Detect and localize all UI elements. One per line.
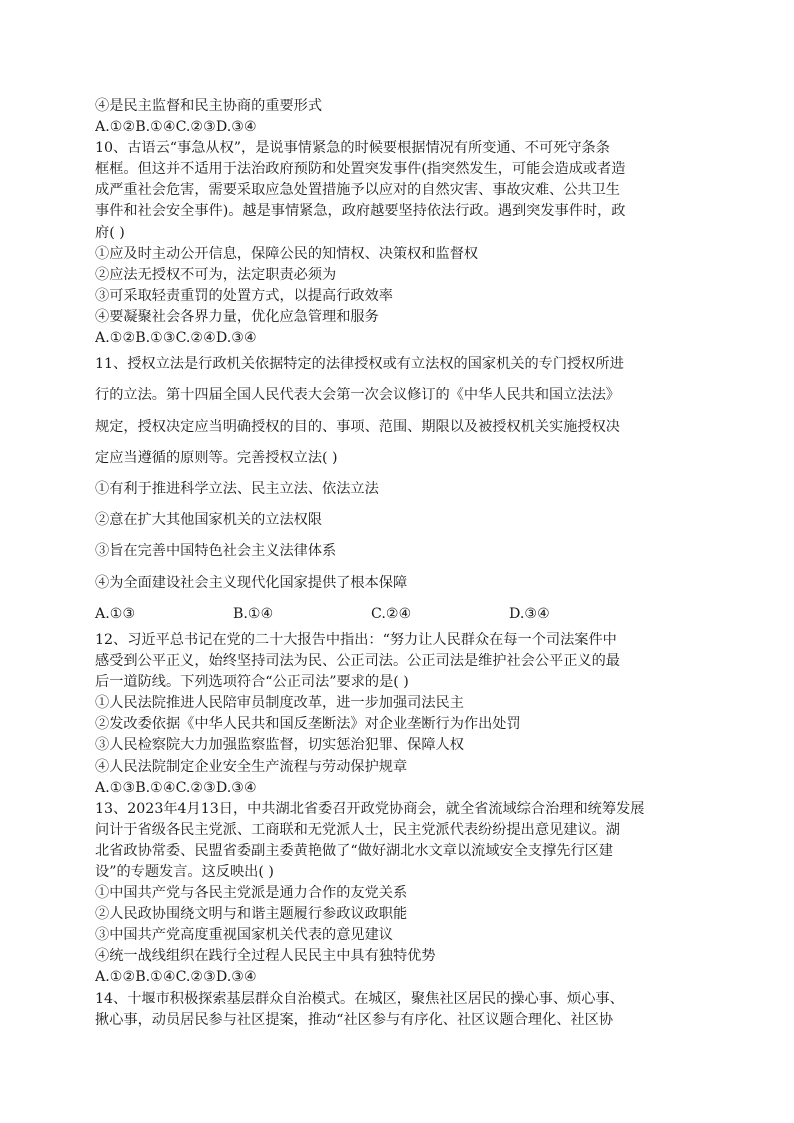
q12-stem-line: 12、习近平总书记在党的二十大报告中指出：“努力让人民群众在每一个司法案件中 <box>95 631 617 648</box>
q9-line: ④是民主监督和民主协商的重要形式 <box>95 98 323 114</box>
q13-stem-line: 问计于省级各民主党派、工商联和无党派人士，民主党派代表纷纷提出意见建议。湖 <box>95 821 620 838</box>
q10-stem-line: 10、古语云“事急从权”，是说事情紧急的时候要根据情况有所变通、不可死守条条 <box>95 140 610 157</box>
q10-stem-line: 事件和社会安全事件)。越是事情紧急，政府越要坚持依法行政。遇到突发事件时，政 <box>95 203 626 220</box>
q11-statement: ④为全面建设社会主义现代化国家提供了根本保障 <box>95 574 408 591</box>
q13-stem-line: 13、2023年4月13日，中共湖北省委召开政党协商会，就全省流域综合治理和统筹发展 <box>95 800 645 817</box>
q11-answer-options <box>95 599 707 630</box>
q12-statement: ③人民检察院大力加强监察监督，切实惩治犯罪、保障人权 <box>95 737 464 754</box>
q13-statement: ②人民政协围绕文明与和谐主题履行参政议政职能 <box>95 906 408 923</box>
q10-statement: ③可采取轻责重罚的处置方式，以提高行政效率 <box>95 287 393 304</box>
q10-statement: ②应法无授权不可为，法定职责必须为 <box>95 266 337 283</box>
q11-statement: ②意在扩大其他国家机关的立法权限 <box>95 512 323 529</box>
q12-answer-options: A.①③B.①④C.②③D.③④ <box>95 779 257 796</box>
q11-stem-line: 规定，授权决定应当明确授权的目的、事项、范围、期限以及被授权机关实施授权决 <box>95 418 620 435</box>
q11-statement: ③旨在完善中国特色社会主义法律体系 <box>95 543 337 560</box>
q13-answer-options: A.①②B.①④C.②③D.③④ <box>95 969 257 986</box>
q10-stem-line: 框框。但这并不适用于法治政府预防和处置突发事件(指突然发生，可能会造成或者造 <box>95 161 626 178</box>
question-13 <box>95 799 707 989</box>
q10-stem-line: 成严重社会危害，需要采取应急处置措施予以应对的自然灾害、事故灾难、公共卫生 <box>95 182 620 199</box>
q11-option-b: B.①④ <box>233 605 274 622</box>
q11-option-a: A.①③ <box>95 605 136 622</box>
q12-statement: ④人民法院制定企业安全生产流程与劳动保护规章 <box>95 758 408 775</box>
q13-statement: ④统一战线组织在践行全过程人民民主中具有独特优势 <box>95 948 436 965</box>
q13-statement: ①中国共产党与各民主党派是通力合作的友党关系 <box>95 885 408 902</box>
q11-stem-line: 定应当遵循的原则等。完善授权立法( ) <box>95 449 338 466</box>
page-content <box>95 96 707 1031</box>
q12-stem-line: 感受到公平正义，始终坚持司法为民、公正司法。公正司法是维护社会公平正义的最 <box>95 653 620 670</box>
q12-statement: ①人民法院推进人民陪审员制度改革，进一步加强司法民主 <box>95 695 464 712</box>
q10-statement: ④要凝聚社会各界力量，优化应急管理和服务 <box>95 308 379 325</box>
q12-statement: ②发改委依据《中华人民共和国反垄断法》对企业垄断行为作出处罚 <box>95 716 521 733</box>
q11-option-d: D.③④ <box>509 605 550 622</box>
q10-statement: ①应及时主动公开信息，保障公民的知情权、决策权和监督权 <box>95 245 479 262</box>
question-11 <box>95 349 707 630</box>
q13-statement: ③中国共产党高度重视国家机关代表的意见建议 <box>95 927 393 944</box>
question-14 <box>95 989 707 1031</box>
q14-stem-line: 揪心事，动员居民参与社区提案，推动“社区参与有序化、社区议题合理化、社区协 <box>95 1011 614 1028</box>
q13-stem-line: 北省政协常委、民盟省委副主委黄艳做了“做好湖北水文章以流域安全支撑先行区建 <box>95 842 614 859</box>
q11-statement: ①有利于推进科学立法、民主立法、依法立法 <box>95 480 379 497</box>
q11-option-c: C.②④ <box>371 605 412 622</box>
question-10 <box>95 138 707 349</box>
q13-stem-line: 设”的专题发言。这反映出( ) <box>95 863 274 880</box>
q14-stem-line: 14、十堰市积极探索基层群众自治模式。在城区，聚焦社区居民的操心事、烦心事、 <box>95 990 624 1007</box>
q11-stem-line: 行的立法。第十四届全国人民代表大会第一次会议修订的《中华人民共和国立法法》 <box>95 387 620 404</box>
q10-stem-line: 府( ) <box>95 224 125 241</box>
q9-answer-options: A.①②B.①④C.②③D.③④ <box>95 119 257 136</box>
question-12 <box>95 630 707 799</box>
q10-answer-options: A.①②B.①③C.②④D.③④ <box>95 330 257 347</box>
q12-stem-line: 后一道防线。下列选项符合“公正司法”要求的是( ) <box>95 674 409 691</box>
question-9-tail <box>95 96 707 138</box>
q11-stem-line: 11、授权立法是行政机关依据特定的法律授权或有立法权的国家机关的专门授权所进 <box>95 356 624 373</box>
